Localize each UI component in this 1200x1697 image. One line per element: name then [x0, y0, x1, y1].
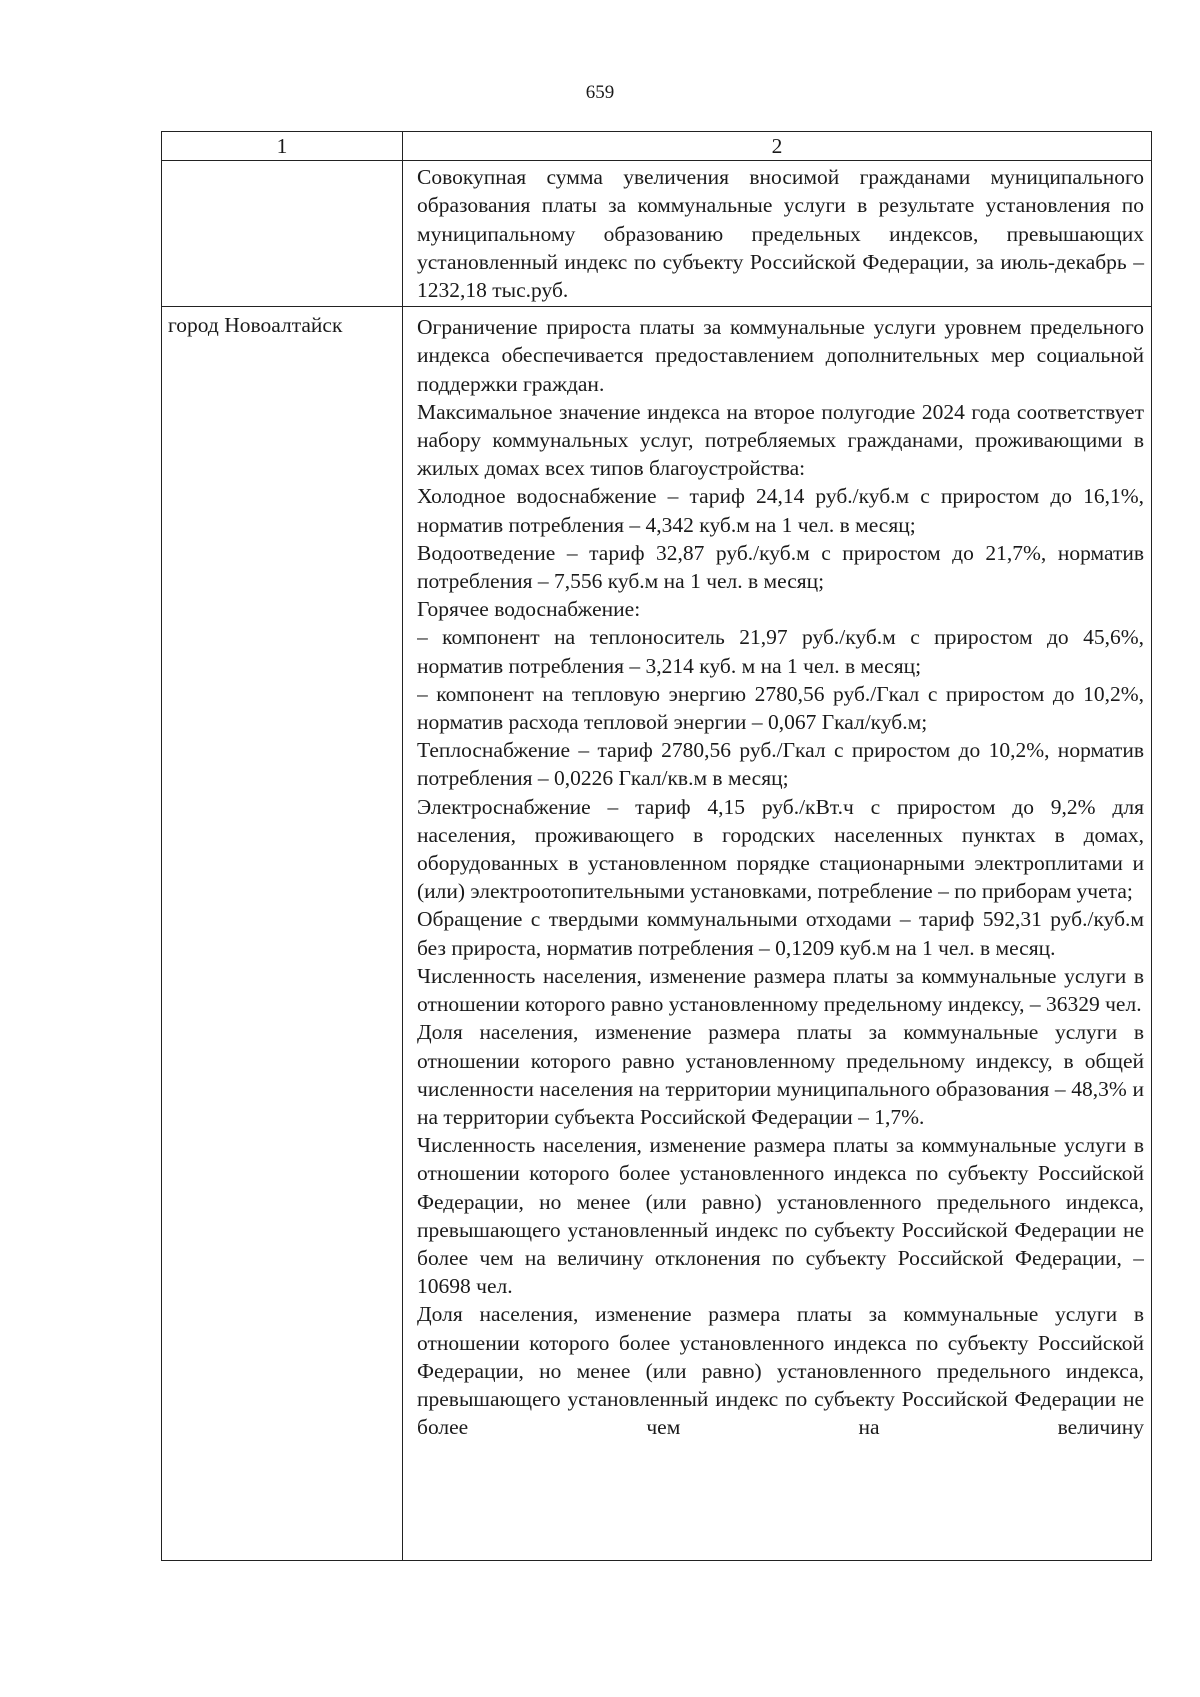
paragraph: Холодное водоснабжение – тариф 24,14 руб./куб.м с приростом до 16,1%, норматив потребления – 4,342 куб.м на 1 чел. в месяц; — [417, 484, 1144, 537]
description-text-block — [417, 309, 1144, 1560]
paragraph: Электроснабжение – тариф 4,15 руб./кВт.ч с приростом до 9,2% для населения, проживающего в городских населенных пунктах в домах, оборудованных в установленном порядке стационарными электроплитами и (или) электроотопительными установками, потребление – по приборам учета; — [417, 794, 1144, 904]
paragraph: Доля населения, изменение размера платы за коммунальные услуги в отношении которого более установленного индекса по субъекту Российской Федерации, но менее (или равно) установленного предельного индекса, превышающего установленный индекс по субъекту Российской Федерации не более чем на величину — [417, 1302, 1144, 1440]
page-number: 659 — [585, 82, 615, 103]
paragraph: Водоотведение – тариф 32,87 руб./куб.м с приростом до 21,7%, норматив потребления – 7,556 куб.м на 1 чел. в месяц; — [417, 540, 1144, 594]
table-header-row — [162, 132, 1152, 161]
column-header-1: 1 — [162, 132, 403, 161]
paragraph: Горячее водоснабжение: — [417, 597, 641, 622]
paragraph: Численность населения, изменение размера платы за коммунальные услуги в отношении которого равно установленному предельному индексу, – 36329 чел. — [417, 963, 1144, 1017]
description-cell — [403, 307, 1152, 1561]
document-table — [161, 131, 1152, 1561]
paragraph: Максимальное значение индекса на второе полугодие 2024 года соответствует набору коммунальных услуг, потребляемых гражданами, проживающими в жилых домах всех типов благоустройства: — [417, 399, 1144, 481]
paragraph: Теплоснабжение – тариф 2780,56 руб./Гкал с приростом до 10,2%, норматив потребления – 0,0226 Гкал/кв.м в месяц; — [417, 738, 1144, 791]
description-cell — [403, 161, 1152, 307]
total-increase-paragraph: Совокупная сумма увеличения вносимой гражданами муниципального образования платы за коммунальные услуги в результате установления по муниципальному образованию предельных индексов, превышающих установленный индекс по субъекту Российской Федерации, за июль-декабрь – 1232,18 тыс.руб. — [417, 165, 1144, 303]
paragraph: Доля населения, изменение размера платы за коммунальные услуги в отношении которого равно установленному предельному индексу, в общей численности населения на территории муниципального образования – 48,3% и на территории субъекта Российской Федерации – 1,7%. — [417, 1020, 1144, 1129]
table-row — [162, 307, 1152, 1561]
paragraph: Обращение с твердыми коммунальными отходами – тариф 592,31 руб./куб.м без прироста, норматив потребления – 0,1209 куб.м на 1 чел. в месяц. — [417, 907, 1144, 960]
paragraph: Численность населения, изменение размера платы за коммунальные услуги в отношении которого более установленного индекса по субъекту Российской Федерации, но менее (или равно) установленного предельного индекса, превышающего установленный индекс по субъекту Российской Федерации не более чем на величину отклонения по субъекту Российской Федерации, – 10698 чел. — [417, 1133, 1144, 1299]
paragraph: Ограничение прироста платы за коммунальные услуги уровнем предельного индекса обеспечивается предоставлением дополнительных мер социальной поддержки граждан. — [417, 315, 1144, 396]
column-header-2: 2 — [403, 132, 1152, 161]
paragraph: – компонент на теплоноситель 21,97 руб./куб.м с приростом до 45,6%, норматив потребления – 3,214 куб. м на 1 чел. в месяц; — [417, 625, 1144, 678]
municipality-cell — [162, 161, 403, 307]
municipality-cell: город Новоалтайск — [162, 307, 403, 1561]
table-row — [162, 161, 1152, 307]
paragraph: – компонент на тепловую энергию 2780,56 руб./Гкал с приростом до 10,2%, норматив расхода тепловой энергии – 0,067 Гкал/куб.м; — [417, 681, 1144, 735]
